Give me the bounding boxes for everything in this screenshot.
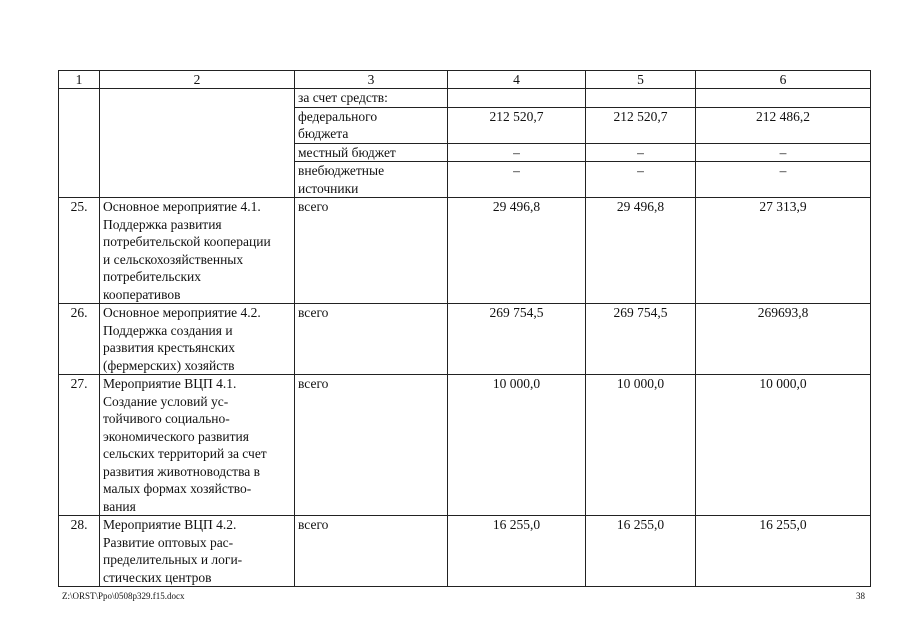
text-line: и сельскохозяйственных [103, 251, 244, 267]
amount-cell: 16 255,0 [696, 516, 871, 587]
amount-cell: 10 000,0 [448, 375, 586, 516]
text-line: местный бюджет [298, 144, 396, 160]
measure-name-cell [100, 89, 295, 198]
measure-name-cell [100, 304, 295, 375]
table-row [59, 516, 871, 587]
amount-cell: – [586, 162, 696, 198]
table-body [59, 71, 871, 587]
text-line: потребительской кооперации [103, 234, 271, 249]
funding-source-cell: всего [295, 375, 448, 516]
amount-cell: 269 754,5 [586, 304, 696, 375]
column-number: 4 [448, 71, 586, 89]
funding-source-cell [295, 143, 448, 162]
text-line: Поддержка развития [103, 216, 222, 232]
column-number: 5 [586, 71, 696, 89]
row-number-cell [59, 89, 100, 198]
measure-name-cell [100, 375, 295, 516]
text-line: малых формах хозяйство- [103, 481, 252, 496]
funding-source-cell [295, 162, 448, 198]
funding-source-cell: всего [295, 198, 448, 304]
text-line: тойчивого социально- [103, 411, 230, 426]
text-line: развития животноводства в [103, 463, 261, 479]
column-number: 3 [295, 71, 448, 89]
amount-cell: 16 255,0 [586, 516, 696, 587]
text-line: Основное мероприятие 4.2. [103, 305, 261, 320]
amount-cell [696, 89, 871, 108]
text-line: сельских территорий за счет [103, 446, 267, 461]
text-line: (фермерских) хозяйств [103, 357, 235, 373]
text-line: Создание условий ус- [103, 393, 229, 409]
amount-cell: 10 000,0 [586, 375, 696, 516]
amount-cell: 10 000,0 [696, 375, 871, 516]
amount-cell: 29 496,8 [448, 198, 586, 304]
text-line: Развитие оптовых рас- [103, 534, 234, 550]
amount-cell: – [448, 162, 586, 198]
amount-cell [448, 89, 586, 108]
measure-name-cell [100, 198, 295, 304]
amount-cell: 29 496,8 [586, 198, 696, 304]
text-line: Мероприятие ВЦП 4.2. [103, 517, 237, 532]
amount-cell: 212 520,7 [586, 107, 696, 143]
text-line: стических центров [103, 569, 212, 585]
text-line: потребительских [103, 269, 202, 284]
funding-source-cell [295, 107, 448, 143]
text-line: за счет средств: [298, 90, 388, 105]
page-number: 38 [856, 591, 865, 601]
amount-cell: 27 313,9 [696, 198, 871, 304]
row-number-cell: 27. [59, 375, 100, 516]
text-line: бюджета [298, 126, 349, 141]
footer-file-path: Z:\ORST\Ppo\0508p329.f15.docx [62, 591, 185, 601]
table-row [59, 375, 871, 516]
table-row [59, 89, 871, 108]
amount-cell: 212 486,2 [696, 107, 871, 143]
row-number-cell: 26. [59, 304, 100, 375]
text-line: федерального [298, 108, 378, 124]
column-number: 2 [100, 71, 295, 89]
amount-cell: 212 520,7 [448, 107, 586, 143]
funding-source-cell: всего [295, 304, 448, 375]
amount-cell: – [448, 143, 586, 162]
text-line: источники [298, 180, 359, 196]
funding-source-cell: всего [295, 516, 448, 587]
amount-cell: 269693,8 [696, 304, 871, 375]
text-line: Основное мероприятие 4.1. [103, 199, 261, 214]
amount-cell: 16 255,0 [448, 516, 586, 587]
amount-cell: – [696, 162, 871, 198]
table-row [59, 198, 871, 304]
measure-name-cell [100, 516, 295, 587]
amount-cell: – [696, 143, 871, 162]
funding-source-cell [295, 89, 448, 108]
amount-cell [586, 89, 696, 108]
text-line: пределительных и логи- [103, 552, 243, 567]
header-row [59, 71, 871, 89]
text-line: Мероприятие ВЦП 4.1. [103, 376, 237, 391]
column-number: 6 [696, 71, 871, 89]
budget-table [58, 70, 871, 587]
row-number-cell: 28. [59, 516, 100, 587]
text-line: экономического развития [103, 428, 249, 444]
text-line: вания [103, 498, 136, 514]
text-line: кооперативов [103, 286, 181, 302]
column-number: 1 [59, 71, 100, 89]
amount-cell: 269 754,5 [448, 304, 586, 375]
amount-cell: – [586, 143, 696, 162]
table-row [59, 304, 871, 375]
row-number-cell: 25. [59, 198, 100, 304]
text-line: развития крестьянских [103, 340, 236, 355]
text-line: внебюджетные [298, 163, 385, 178]
text-line: Поддержка создания и [103, 322, 233, 338]
